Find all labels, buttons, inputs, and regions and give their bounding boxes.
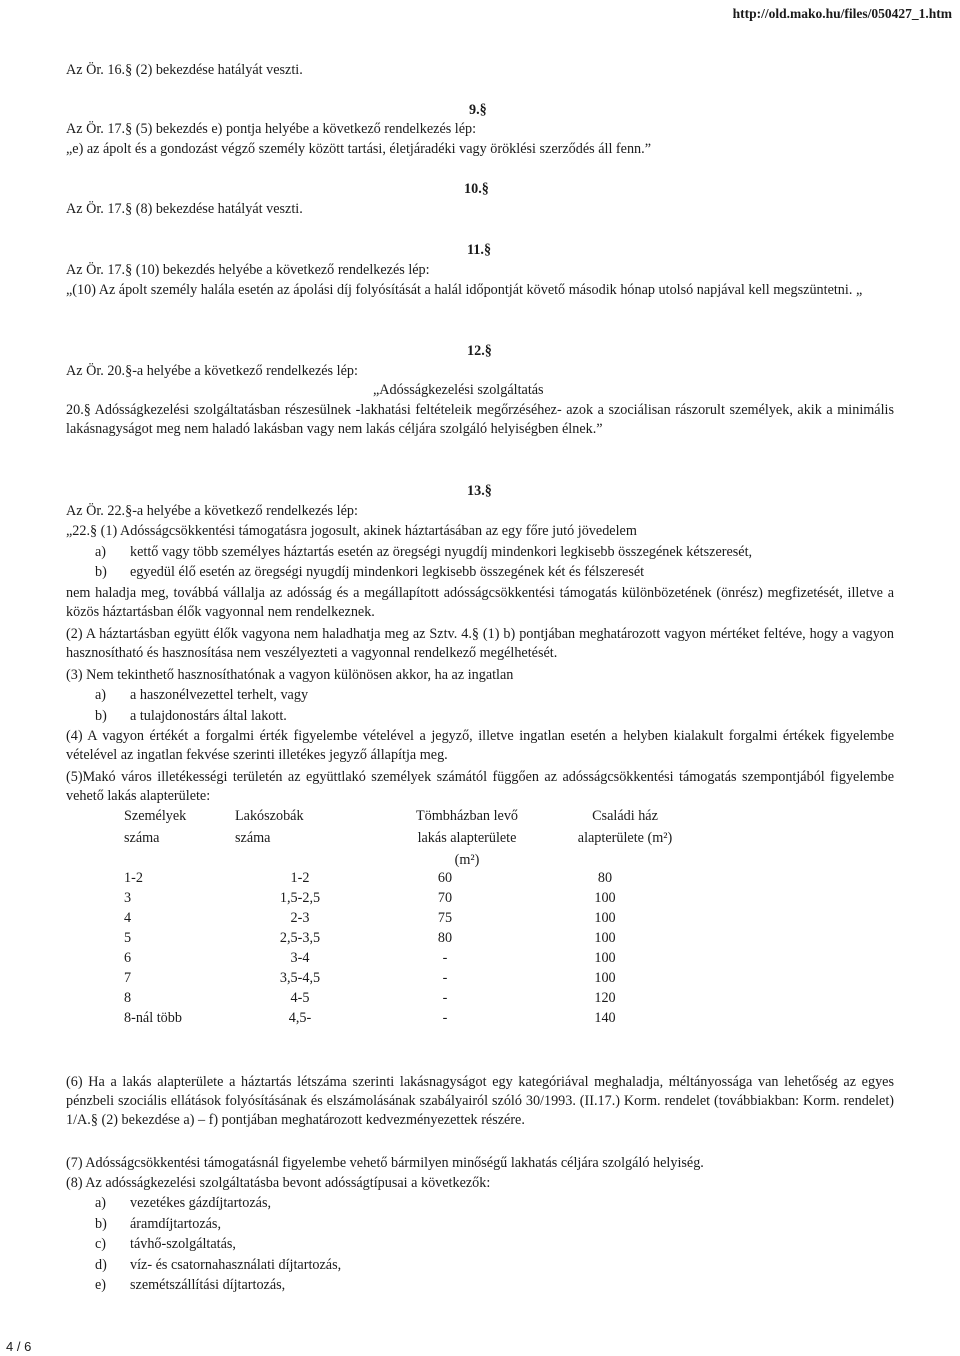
list-marker: a) <box>95 1195 107 1211</box>
header-line: lakás alapterülete <box>417 830 517 846</box>
paragraph: Az Ör. 17.§ (10) bekezdés helyébe a következő rendelkezés lép: <box>66 262 430 278</box>
header-line: alapterülete (m²) <box>577 830 673 846</box>
header-line: száma <box>235 830 271 846</box>
section-number: 12.§ <box>467 343 492 359</box>
list-item: egyedül élő esetén az öregségi nyugdíj mindenkori legkisebb összegének két és félszeresét <box>130 564 645 580</box>
page-number: 4 / 6 <box>6 1339 32 1354</box>
paragraph: (8) Az adósságkezelési szolgáltatásba bevont adósságtípusai a következők: <box>66 1175 491 1191</box>
table-cell: 5 <box>124 930 132 946</box>
table-cell: - <box>442 1010 448 1026</box>
paragraph: (4) A vagyon értékét a forgalmi érték figyelembe vételével a jegyző, illetve ingatlan esetén a helyben kialakult forgalmi értékek figyelembe vételével az ingatlan fekvése szerinti illetékes jegyző állapítja meg. <box>66 728 894 763</box>
paragraph: Az Ör. 22.§-a helyébe a következő rendelkezés lép: <box>66 503 358 519</box>
table-cell: 120 <box>594 990 616 1006</box>
table-cell: 4 <box>124 910 132 926</box>
table-row <box>124 929 680 949</box>
paragraph: (7) Adósságcsökkentési támogatásnál figyelembe vehető bármilyen minőségű lakhatás céljára szolgáló helyiség. <box>66 1155 704 1171</box>
list-text: szemétszállítási díjtartozás, <box>130 1277 286 1293</box>
header-line: száma <box>124 830 160 846</box>
table-cell: 140 <box>594 1010 616 1026</box>
list-text: áramdíjtartozás, <box>130 1215 221 1232</box>
header-line: Családi ház <box>592 808 658 824</box>
table-header-rooms <box>235 807 304 848</box>
paragraph: Az Ör. 20.§-a helyébe a következő rendelkezés lép: <box>66 363 358 379</box>
quoted-provision: „e) az ápolt és a gondozást végző személy között tartási, életjáradéki vagy öröklési szerződés áll fenn.” <box>66 141 651 157</box>
list-marker: a) <box>95 544 107 560</box>
header-line: Lakószobák <box>235 808 304 824</box>
paragraph: (5)Makó város illetékességi területén az együttlakó személyek számától függően az adósságcsökkentési támogatás szempontjából figyelembe vehető lakás alapterülete: <box>66 769 894 804</box>
table-row <box>124 909 680 929</box>
list-marker: a) <box>95 687 107 703</box>
section-number: 9.§ <box>469 102 487 118</box>
table-cell: 100 <box>594 910 616 926</box>
table-cell: 1,5-2,5 <box>279 890 321 906</box>
list-marker: b) <box>95 708 107 724</box>
header-line: Személyek <box>124 808 187 824</box>
paragraph: (6) Ha a lakás alapterülete a háztartás létszáma szerinti lakásnagyságot egy kategóriával meghaladja, méltányossága van lehetőség az egyes pénzbeli szociális ellátások folyósításának és elszámolásának szabályairól szóló 30/1993. (II.17.) Korm. rendelet (továbbiakban: Korm. rendelet) 1/A.§ (2) bekezdése a) – f) pontjában meghatározott kedvezményezettek részére. <box>66 1074 894 1128</box>
table-cell: 100 <box>594 970 616 986</box>
subheading: „Adósságkezelési szolgáltatás <box>373 382 544 398</box>
table-header-house <box>566 807 684 848</box>
table-cell: 3-4 <box>290 950 310 966</box>
table-cell: 100 <box>594 930 616 946</box>
quoted-provision: 20.§ Adósságkezelési szolgáltatásban részesülnek -lakhatási feltételeik megőrzéséhez- azok a szociálisan rászorult személyek, akik a minimális lakásnagyságot meg nem haladó lakásban vagy nem lakás céljára szolgáló helyiségben élnek.” <box>66 402 894 437</box>
table-cell: 80 <box>437 930 453 946</box>
table-cell: 6 <box>124 950 132 966</box>
table-cell: 3,5-4,5 <box>279 970 321 986</box>
table-cell: 70 <box>437 890 453 906</box>
table-row <box>124 889 680 909</box>
list-text: víz- és csatornahasználati díjtartozás, <box>130 1256 342 1273</box>
list-marker: e) <box>95 1277 107 1293</box>
paragraph: Az Ör. 17.§ (8) bekezdése hatályát veszti. <box>66 201 303 217</box>
list-text: vezetékes gázdíjtartozás, <box>130 1195 272 1211</box>
table-cell: 4,5- <box>288 1010 312 1026</box>
table-cell: 75 <box>437 910 453 926</box>
page-url-header: http://old.mako.hu/files/050427_1.htm <box>732 6 952 21</box>
paragraph: „22.§ (1) Adósságcsökkentési támogatásra jogosult, akinek háztartásában az egy főre jutó jövedelem <box>66 523 637 539</box>
table-row <box>124 1009 680 1029</box>
section-number: 10.§ <box>464 181 489 197</box>
paragraph: (2) A háztartásban együtt élők vagyona nem haladhatja meg az Sztv. 4.§ (1) b) pontjában meghatározott vagyon mértéket feltéve, hogy a vagyon hasznosítható és hasznosítása nem veszélyezteti a vagyonnal rendelkező megélhetését. <box>66 626 894 661</box>
list-item <box>95 1276 341 1297</box>
table-cell: 7 <box>124 970 132 986</box>
table-cell: - <box>442 970 448 986</box>
section-number: 13.§ <box>467 483 492 499</box>
table-cell: 100 <box>594 950 616 966</box>
table-cell: 1-2 <box>290 870 310 886</box>
paragraph: Az Ör. 16.§ (2) bekezdése hatályát veszti. <box>66 62 303 78</box>
paragraph: (3) Nem tekinthető hasznosíthatónak a vagyon különösen akkor, ha az ingatlan <box>66 667 514 683</box>
table-cell: 8 <box>124 990 132 1006</box>
table-cell: 60 <box>437 870 453 886</box>
paragraph: nem haladja meg, továbbá vállalja az adósság és a megállapított adósságcsökkentési támogatás különbözetének (önrész) megfizetését, illetve a közös háztartásban élők vagyonnal nem rendelkeznek. <box>66 585 894 620</box>
list-item <box>95 1194 341 1215</box>
header-line: (m²) <box>454 852 480 868</box>
list-item: a tulajdonostárs által lakott. <box>130 708 287 724</box>
area-table <box>124 869 680 1029</box>
table-cell: 8-nál több <box>124 1010 182 1026</box>
header-line: Tömbházban levő <box>415 808 519 824</box>
debt-type-list <box>95 1194 341 1297</box>
table-cell: 3 <box>124 890 132 906</box>
table-header-apartment <box>402 807 532 870</box>
table-row <box>124 969 680 989</box>
list-item <box>95 1215 341 1236</box>
table-cell: 80 <box>597 870 613 886</box>
table-cell: 100 <box>594 890 616 906</box>
list-marker: c) <box>95 1236 107 1252</box>
table-cell: 1-2 <box>124 870 143 886</box>
section-number: 11.§ <box>467 242 492 258</box>
table-cell: - <box>442 990 448 1006</box>
list-text: távhő-szolgáltatás, <box>130 1236 236 1252</box>
table-header-persons <box>124 807 186 848</box>
list-item <box>95 1235 341 1256</box>
area-table-grid <box>124 869 680 1029</box>
list-item: a haszonélvezettel terhelt, vagy <box>130 687 309 703</box>
table-cell: 4-5 <box>290 990 310 1006</box>
list-item: kettő vagy több személyes háztartás esetén az öregségi nyugdíj mindenkori legkisebb összegének kétszeresét, <box>130 544 753 560</box>
table-cell: 2,5-3,5 <box>279 930 321 946</box>
list-marker: b) <box>95 1215 107 1232</box>
table-cell: 2-3 <box>290 910 310 926</box>
table-cell: - <box>442 950 448 966</box>
quoted-provision: „(10) Az ápolt személy halála esetén az ápolási díj folyósítását a halál időpontját követő második hónap utolsó napjával kell megszüntetni. „ <box>66 282 863 298</box>
table-row <box>124 949 680 969</box>
list-item <box>95 1256 341 1277</box>
table-row <box>124 989 680 1009</box>
list-marker: b) <box>95 564 107 580</box>
list-marker: d) <box>95 1256 107 1273</box>
table-row <box>124 869 680 889</box>
paragraph: Az Ör. 17.§ (5) bekezdés e) pontja helyébe a következő rendelkezés lép: <box>66 121 477 137</box>
